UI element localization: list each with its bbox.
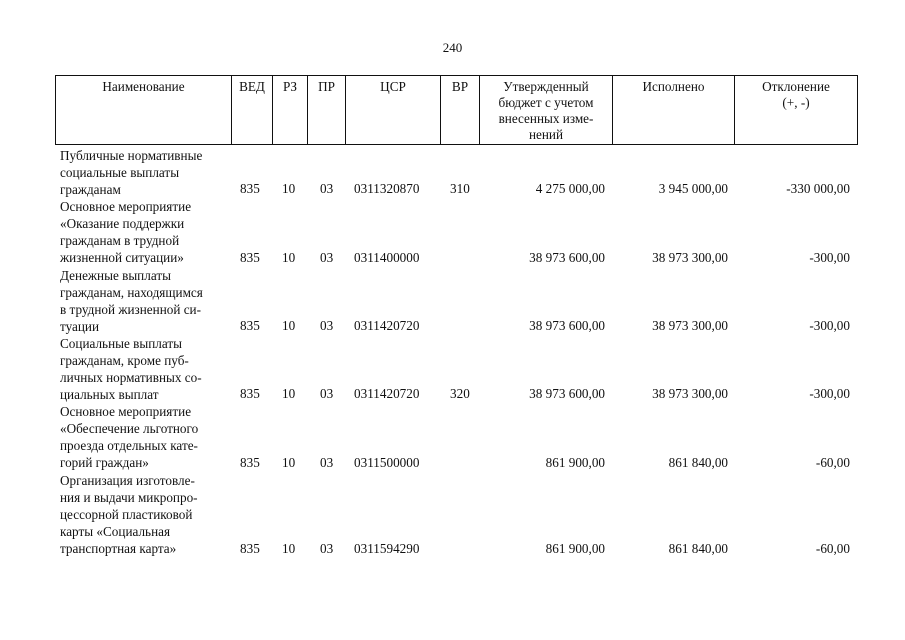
row-pr: 03	[320, 386, 334, 401]
row-name: Денежные выплаты гражданам, находящимся в трудной жизненной си- туации	[60, 268, 203, 335]
header-deviation-line: (+, -)	[782, 95, 810, 110]
row-pr: 03	[320, 250, 334, 265]
row-name: Публичные нормативные социальные выплаты гражданам	[60, 148, 203, 198]
header-deviation	[734, 75, 858, 145]
row-csr: 0311594290	[354, 541, 420, 556]
row-rz: 10	[282, 318, 296, 333]
row-done: 861 840,00	[668, 455, 728, 470]
row-name: Организация изготовле- ния и выдачи микропро- цессорной пластиковой карты «Социальная транспортная карта»	[60, 473, 198, 557]
header-deviation-line: Отклонение	[762, 79, 830, 94]
table-row	[0, 198, 905, 266]
header-ved	[231, 75, 272, 145]
row-name: Основное мероприятие «Оказание поддержки гражданам в трудной жизненной ситуации»	[60, 199, 192, 266]
header-budget-line: бюджет с учетом	[498, 95, 594, 110]
row-deviation: -60,00	[815, 541, 850, 556]
row-pr: 03	[320, 455, 334, 470]
row-pr: 03	[320, 318, 334, 333]
row-csr: 0311400000	[354, 250, 420, 265]
table-row	[0, 267, 905, 334]
row-done: 38 973 300,00	[652, 386, 728, 401]
row-budget: 38 973 600,00	[529, 318, 605, 333]
row-pr: 03	[320, 541, 334, 556]
header-pr	[307, 75, 345, 145]
header-rz-label: РЗ	[282, 79, 298, 94]
row-rz: 10	[282, 541, 296, 556]
row-deviation: -330 000,00	[786, 181, 850, 196]
row-ved: 835	[240, 455, 260, 470]
row-vr: 320	[450, 386, 470, 401]
row-ved: 835	[240, 386, 260, 401]
row-csr: 0311320870	[354, 181, 420, 196]
header-budget-line: внесенных изме-	[498, 111, 594, 126]
table-row	[0, 472, 905, 557]
row-rz: 10	[282, 455, 296, 470]
header-name-label: Наименование	[102, 79, 185, 94]
row-csr: 0311500000	[354, 455, 420, 470]
row-rz: 10	[282, 386, 296, 401]
header-rz	[272, 75, 307, 145]
row-rz: 10	[282, 250, 296, 265]
table-row	[0, 403, 905, 471]
header-vr	[440, 75, 479, 145]
row-vr: 310	[450, 181, 470, 196]
header-csr	[345, 75, 440, 145]
page-number: 240	[442, 40, 463, 55]
row-done: 3 945 000,00	[658, 181, 728, 196]
row-budget: 38 973 600,00	[529, 250, 605, 265]
row-done: 38 973 300,00	[652, 318, 728, 333]
row-ved: 835	[240, 541, 260, 556]
header-budget-line: Утвержденный	[503, 79, 589, 94]
header-budget	[479, 75, 612, 145]
table-row	[0, 147, 905, 197]
header-csr-label: ЦСР	[380, 79, 406, 94]
row-budget: 4 275 000,00	[535, 181, 605, 196]
row-deviation: -60,00	[815, 455, 850, 470]
header-ved-label: ВЕД	[239, 79, 265, 94]
row-name: Социальные выплаты гражданам, кроме пуб- личных нормативных со- циальных выплат	[60, 336, 202, 403]
row-csr: 0311420720	[354, 386, 420, 401]
row-pr: 03	[320, 181, 334, 196]
row-csr: 0311420720	[354, 318, 420, 333]
row-deviation: -300,00	[809, 318, 850, 333]
row-ved: 835	[240, 318, 260, 333]
row-budget: 861 900,00	[545, 541, 605, 556]
header-vr-label: ВР	[451, 79, 469, 94]
row-rz: 10	[282, 181, 296, 196]
header-budget-line: нений	[528, 127, 564, 142]
row-done: 38 973 300,00	[652, 250, 728, 265]
header-name	[55, 75, 231, 145]
header-done-label: Исполнено	[642, 79, 705, 94]
row-ved: 835	[240, 250, 260, 265]
table-row	[0, 335, 905, 402]
row-done: 861 840,00	[668, 541, 728, 556]
row-budget: 38 973 600,00	[529, 386, 605, 401]
row-deviation: -300,00	[809, 386, 850, 401]
row-deviation: -300,00	[809, 250, 850, 265]
header-pr-label: ПР	[318, 79, 335, 94]
row-name: Основное мероприятие «Обеспечение льготного проезда отдельных кате- горий граждан»	[60, 404, 199, 471]
header-done	[612, 75, 734, 145]
row-budget: 861 900,00	[545, 455, 605, 470]
row-ved: 835	[240, 181, 260, 196]
